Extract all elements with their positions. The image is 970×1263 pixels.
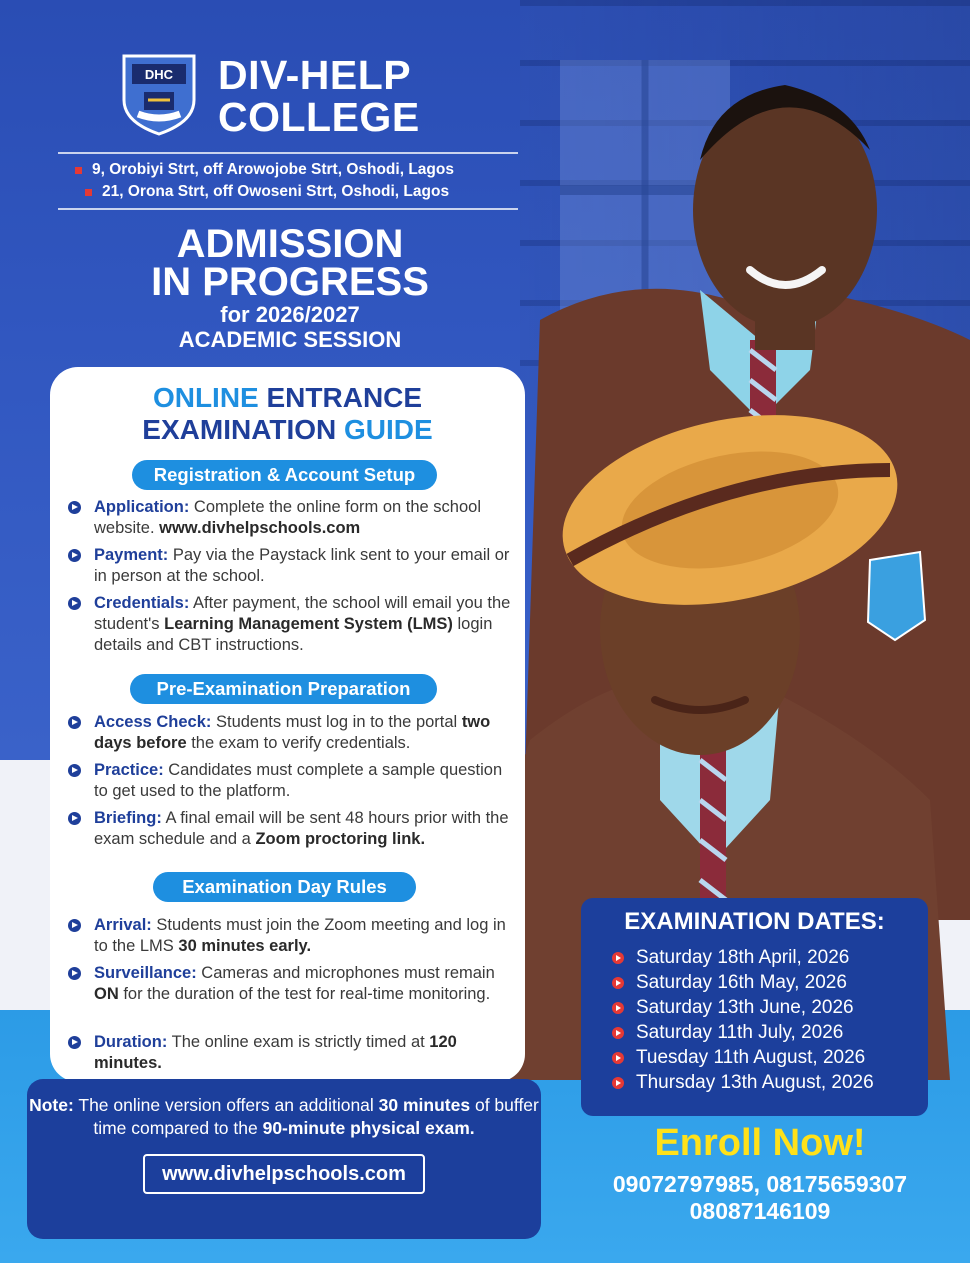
red-bullet-icon [612,952,624,964]
school-logo-icon [118,50,200,136]
item-text: Pay via the Paystack link sent to your email or in person at the school. [94,546,510,585]
section-heading-registration: Registration & Account Setup [132,460,437,490]
guide-item-briefing [68,808,513,850]
address-line1 [75,161,454,179]
address-text1: 9, Orobiyi Strt, off Arowojobe Strt, Oshodi, Lagos [92,161,454,178]
guide-title-word: GUIDE [344,414,433,445]
guide-item-credentials [68,593,513,656]
item-label: Arrival: [94,916,152,934]
item-text: for the duration of the test for real-time monitoring. [118,985,491,1003]
item-label: Access Check: [94,713,212,731]
guide-item-application [68,497,513,539]
admission-session-year: for 2026/2027 [220,302,360,327]
item-bold: ON [94,985,119,1003]
bullet-arrow-icon [68,716,81,729]
exam-date-item [612,947,849,969]
item-bold: Learning Management System (LMS) [164,615,453,633]
logo-text: DHC [144,67,174,82]
item-label: Practice: [94,761,164,779]
exam-date-item [612,1022,843,1044]
website-link[interactable]: www.divhelpschools.com [143,1154,425,1194]
admission-title-line2: IN PROGRESS [151,260,429,304]
item-bold: 30 minutes early. [178,937,312,955]
item-text: the exam to verify credentials. [186,734,411,752]
note-bold: 90-minute physical exam. [262,1118,475,1138]
exam-date-item [612,997,854,1019]
item-bold: two days before [94,713,491,752]
red-bullet-icon [612,1002,624,1014]
bullet-arrow-icon [68,597,81,610]
bullet-arrow-icon [68,1036,81,1049]
item-label: Surveillance: [94,964,197,982]
college-name [218,54,420,138]
item-text: A final email will be sent 48 hours prior with the exam schedule and a [94,809,509,848]
guide-item-surveillance [68,963,513,1005]
bullet-arrow-icon [68,764,81,777]
bullet-arrow-icon [68,812,81,825]
phone-line2[interactable]: 08087146109 [689,1198,831,1224]
exam-date-text: Saturday 18th April, 2026 [636,947,850,968]
bullet-arrow-icon [68,501,81,514]
admission-session-label: ACADEMIC SESSION [178,327,402,352]
exam-date-item [612,1072,874,1094]
item-bold: 120 minutes. [94,1033,457,1072]
bullet-square-icon [85,189,92,196]
exam-date-text: Tuesday 11th August, 2026 [636,1047,866,1068]
note-part: The online version offers an additional [73,1095,379,1115]
red-bullet-icon [612,977,624,989]
item-text: Students must join the Zoom meeting and log in to the LMS [94,916,506,955]
item-bold: www.divhelpschools.com [159,519,361,537]
guide-title-word: ONLINE [152,382,259,413]
guide-item-payment [68,545,513,587]
item-text: After payment, the school will email you the student's [94,594,511,633]
red-bullet-icon [612,1052,624,1064]
phone-line1[interactable]: 09072797985, 08175659307 [612,1171,908,1197]
item-bold: Zoom proctoring link. [255,830,426,848]
college-name-line1: DIV-HELP [218,52,412,98]
item-label: Duration: [94,1033,168,1051]
item-label: Application: [94,498,190,516]
note-bold: 30 minutes [378,1095,471,1115]
exam-dates-title: EXAMINATION DATES: [624,908,885,935]
college-name-line2: COLLEGE [218,94,420,140]
guide-item-practice [68,760,513,802]
exam-date-text: Saturday 13th June, 2026 [636,997,854,1018]
note-text [27,1094,541,1140]
note-part: of buffer time compared to the [93,1095,539,1138]
exam-date-item [612,1047,865,1069]
bullet-arrow-icon [68,967,81,980]
bullet-arrow-icon [68,549,81,562]
guide-title-line2 [50,414,525,446]
item-label: Credentials: [94,594,190,612]
item-text: Candidates must complete a sample question to get used to the platform. [94,761,503,800]
phone-numbers [560,1171,960,1225]
item-text: Students must log in to the portal [211,713,462,731]
item-text: The online exam is strictly timed at [167,1033,430,1051]
bullet-arrow-icon [68,919,81,932]
note-label: Note: [29,1095,74,1115]
section-heading-preparation: Pre-Examination Preparation [130,674,437,704]
item-text: Cameras and microphones must remain [196,964,495,982]
item-label: Payment: [94,546,169,564]
item-text: login details and CBT instructions. [94,615,493,654]
exam-date-text: Thursday 13th August, 2026 [636,1072,874,1093]
item-label: Briefing: [94,809,162,827]
guide-title-line1 [50,382,525,414]
exam-date-text: Saturday 11th July, 2026 [636,1022,844,1043]
address-line2 [85,183,449,201]
red-bullet-icon [612,1027,624,1039]
divider [58,152,518,154]
guide-item-access-check [68,712,513,754]
red-bullet-icon [612,1077,624,1089]
guide-item-arrival [68,915,513,957]
guide-title-word: ENTRANCE [266,382,423,413]
address-text2: 21, Orona Strt, off Owoseni Strt, Oshodi, Lagos [102,183,450,200]
divider [58,208,518,210]
guide-item-duration [68,1032,513,1074]
exam-date-item [612,972,847,994]
exam-date-text: Saturday 16th May, 2026 [636,972,847,993]
enroll-now-button[interactable]: Enroll Now! [654,1122,866,1164]
admission-title-line1: ADMISSION [176,222,404,266]
bullet-square-icon [75,167,82,174]
section-heading-exam-day: Examination Day Rules [153,872,416,902]
guide-title-word: EXAMINATION [142,414,337,445]
item-text: Complete the online form on the school website. [94,498,481,537]
